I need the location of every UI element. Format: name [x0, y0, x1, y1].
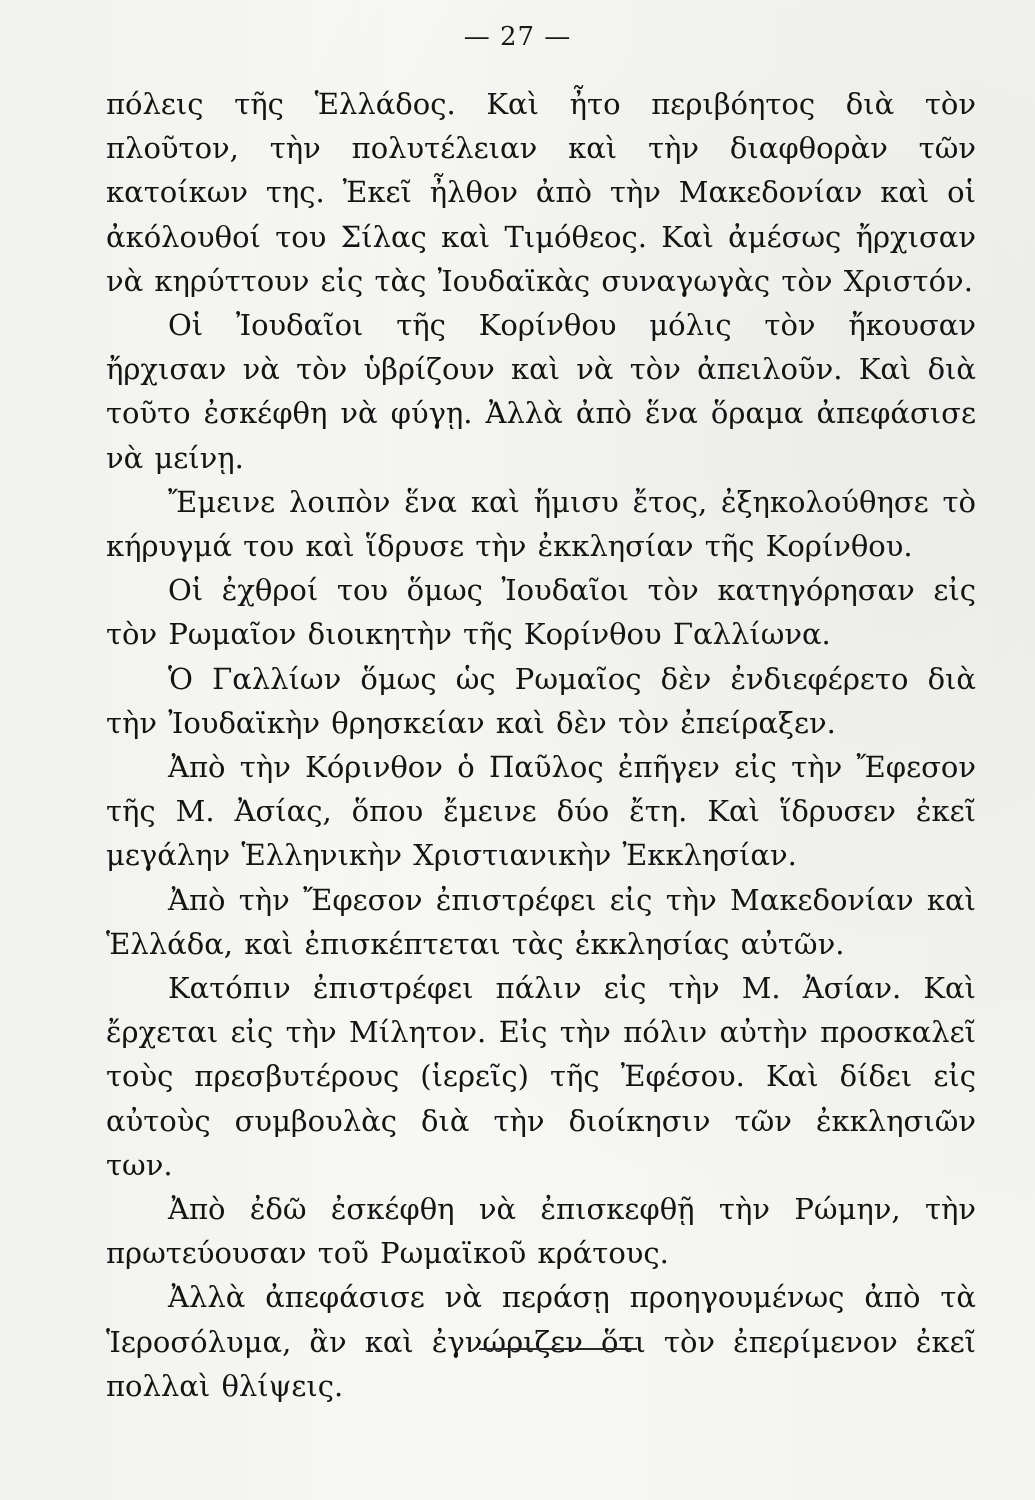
body-text [106, 82, 976, 1408]
paragraph-4: Οἱ ἐχθροί του ὅμως Ἰουδαῖοι τὸν κατηγόρησαν εἰς τὸν Ρωμαῖον διοικητὴν τῆς Κορίνθου Γαλλίωνα. [106, 573, 976, 652]
paragraph-10: Ἀλλὰ ἀπεφάσισε νὰ περάσῃ προηγουμένως ἀπὸ τὰ Ἱεροσόλυμα, ἂν καὶ ἐγνώριζεν ὅτι τὸν ἐπερίμενον ἐκεῖ πολλαὶ θλίψεις. [106, 1280, 976, 1403]
paragraph-2: Οἱ Ἰουδαῖοι τῆς Κορίνθου μόλις τὸν ἤκουσαν ἤρχισαν νὰ τὸν ὑβρίζουν καὶ νὰ τὸν ἀπειλοῦν. Καὶ διὰ τοῦτο ἐσκέφθη νὰ φύγῃ. Ἀλλὰ ἀπὸ ἕνα ὅραμα ἀπεφάσισε νὰ μείνῃ. [106, 308, 976, 475]
paragraph-7: Ἀπὸ τὴν Ἔφεσον ἐπιστρέφει εἰς τὴν Μακεδονίαν καὶ Ἑλλάδα, καὶ ἐπισκέπτεται τὰς ἐκκλησίας αὐτῶν. [106, 882, 976, 961]
paragraph-1: πόλεις τῆς Ἑλλάδος. Καὶ ἦτο περιβόητος διὰ τὸν πλοῦτον, τὴν πολυτέλειαν καὶ τὴν διαφθορὰν τῶν κατοίκων της. Ἐκεῖ ἦλθον ἀπὸ τὴν Μακεδονίαν καὶ οἱ ἀκόλουθοί του Σίλας καὶ Τιμόθεος. Καὶ ἀμέσως ἤρχισαν νὰ κηρύττουν εἰς τὰς Ἰουδαϊκὰς συναγωγὰς τὸν Χριστόν. [106, 87, 976, 298]
paragraph-8: Κατόπιν ἐπιστρέφει πάλιν εἰς τὴν Μ. Ἀσίαν. Καὶ ἔρχεται εἰς τὴν Μίλητον. Εἰς τὴν πόλιν αὐτὴν προσκαλεῖ τοὺς πρεσβυτέρους (ἱερεῖς) τῆς Ἐφέσου. Καὶ δίδει εἰς αὐτοὺς συμβουλὰς διὰ τὴν διοίκησιν τῶν ἐκκλησιῶν των. [106, 971, 976, 1182]
paragraph-6: Ἀπὸ τὴν Κόρινθον ὁ Παῦλος ἐπῆγεν εἰς τὴν Ἔφεσον τῆς Μ. Ἀσίας, ὅπου ἔμεινε δύο ἔτη. Καὶ ἵδρυσεν ἐκεῖ μεγάλην Ἑλληνικὴν Χριστιανικὴν Ἐκκλησίαν. [106, 750, 976, 873]
end-divider [479, 1348, 637, 1350]
paragraph-5: Ὁ Γαλλίων ὅμως ὡς Ρωμαῖος δὲν ἐνδιεφέρετο διὰ τὴν Ἰουδαϊκὴν θρησκείαν καὶ δὲν τὸν ἐπείραξεν. [106, 661, 976, 740]
paragraph-3: Ἔμεινε λοιπὸν ἕνα καὶ ἥμισυ ἔτος, ἐξηκολούθησε τὸ κήρυγμά του καὶ ἵδρυσε τὴν ἐκκλησίαν τῆς Κορίνθου. [106, 484, 976, 564]
paragraph-9: Ἀπὸ ἐδῶ ἐσκέφθη νὰ ἐπισκεφθῇ τὴν Ρώμην, τὴν πρωτεύουσαν τοῦ Ρωμαϊκοῦ κράτους. [106, 1192, 976, 1271]
page-number: — 27 — [463, 22, 572, 52]
